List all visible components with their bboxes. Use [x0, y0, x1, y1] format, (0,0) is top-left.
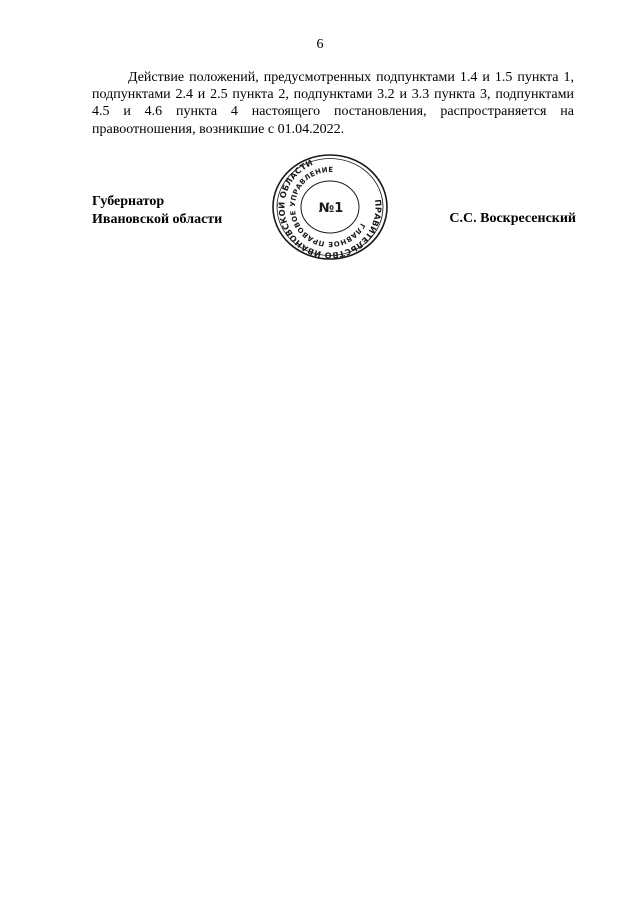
page-number: 6: [316, 37, 324, 52]
signer-name: С.С. Воскресенский: [449, 211, 576, 226]
stamp-outer-text: ПРАВИТЕЛЬСТВО ИВАНОВСКОЙ ОБЛАСТИ: [276, 157, 384, 261]
body-paragraph: Действие положений, предусмотренных подпунктами 1.4 и 1.5 пункта 1, подпунктами 2.4 и 2.5 пункта 2, подпунктами 3.2 и 3.3 пункта 3, подпунктами 4.5 и 4.6 пункта 4 настоящего постановления, распространяется на правоотношения, возникшие с 01.04.2022.: [92, 70, 574, 137]
signer-title-line2: Ивановской области: [92, 211, 223, 227]
official-seal-stamp: [268, 151, 392, 263]
signer-title-line1: Губернатор: [92, 194, 165, 209]
signer-title: [92, 193, 222, 228]
stamp-number: №1: [318, 201, 344, 216]
stamp-inner-text: ГЛАВНОЕ ПРАВОВОЕ УПРАВЛЕНИЕ: [288, 165, 367, 249]
